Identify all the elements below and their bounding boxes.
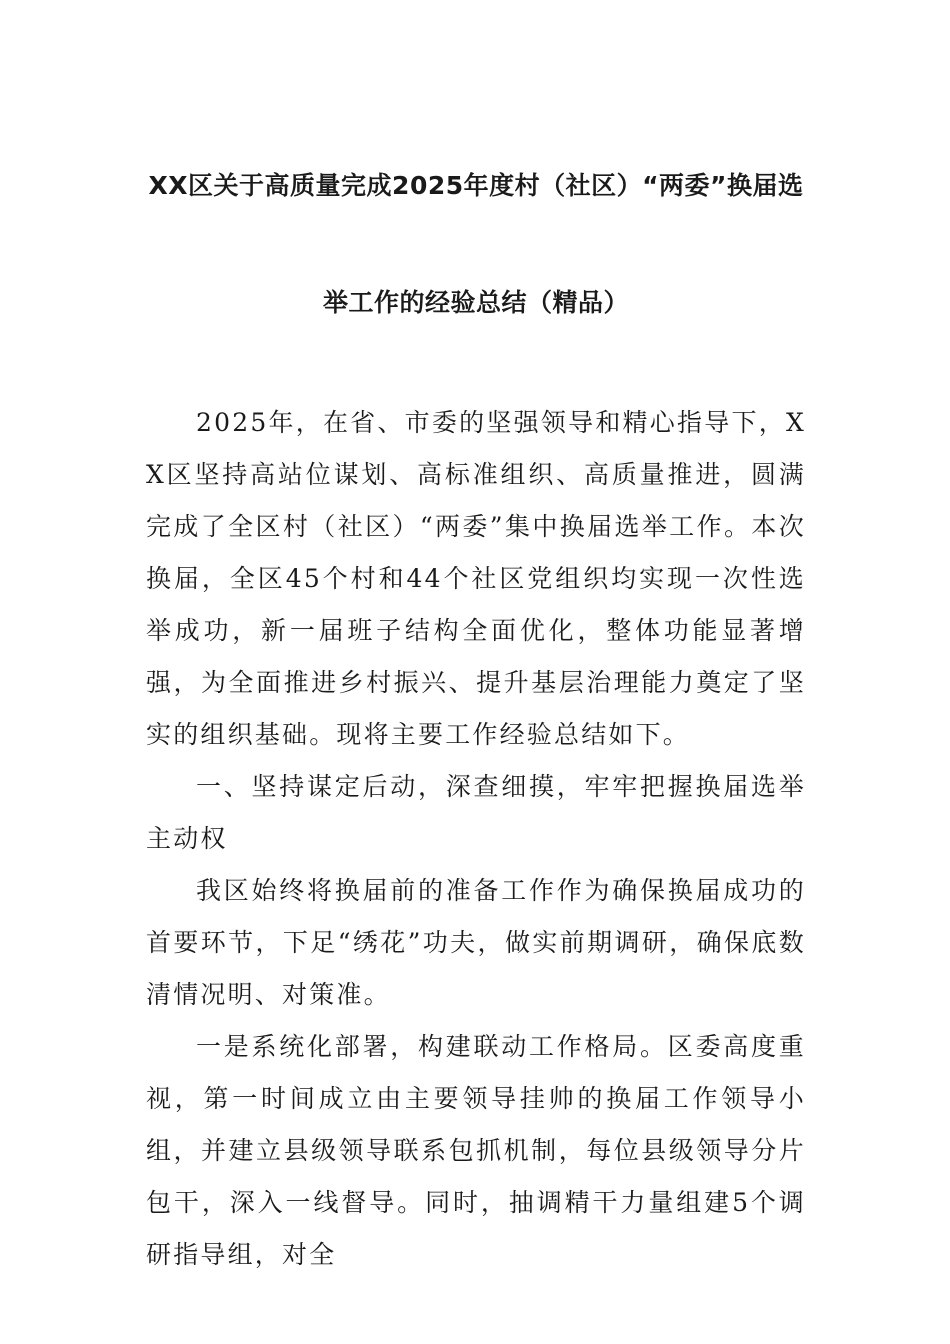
paragraph-preparation: 我区始终将换届前的准备工作作为确保换届成功的首要环节，下足“绣花”功夫，做实前期调研，确保底数清情况明、对策准。: [146, 876, 806, 1009]
document-body: [146, 397, 806, 1281]
document-title-line-2: 举工作的经验总结（精品）: [322, 288, 629, 317]
document-title-line-1: XX区关于高质量完成2025年度村（社区）“两委”换届选: [148, 171, 804, 200]
paragraph-intro: 2025年，在省、市委的坚强领导和精心指导下，XX区坚持高站位谋划、高标准组织、高质量推进，圆满完成了全区村（社区）“两委”集中换届选举工作。本次换届，全区45个村和44个社区党组织均实现一次性选举成功，新一届班子结构全面优化，整体功能显著增强，为全面推进乡村振兴、提升基层治理能力奠定了坚实的组织基础。现将主要工作经验总结如下。: [146, 408, 806, 749]
paragraph-deployment: 一是系统化部署，构建联动工作格局。区委高度重视，第一时间成立由主要领导挂帅的换届工作领导小组，并建立县级领导联系包抓机制，每位县级领导分片包干，深入一线督导。同时，抽调精干力量组建5个调研指导组，对全: [146, 1032, 806, 1269]
section-heading-1: 一、坚持谋定后动，深查细摸，牢牢把握换届选举主动权: [146, 772, 806, 853]
